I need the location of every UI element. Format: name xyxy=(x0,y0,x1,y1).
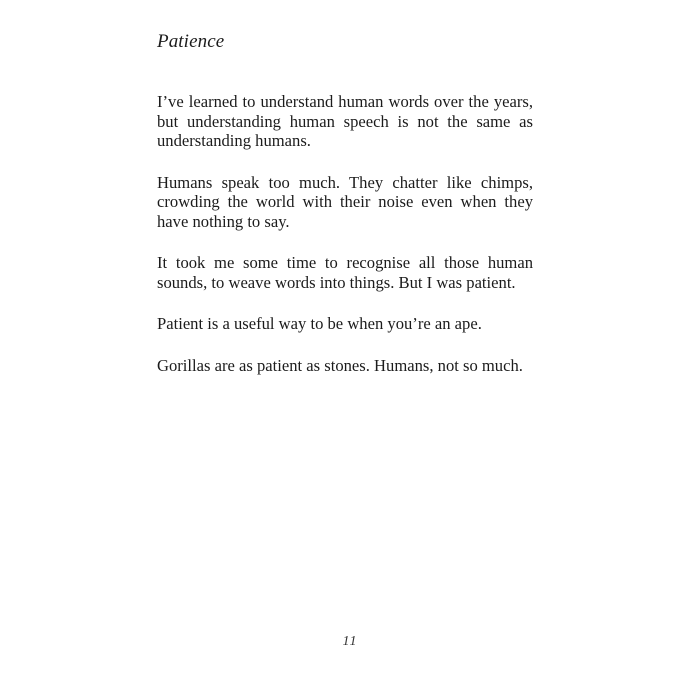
paragraph: I’ve learned to understand human words over the years, but understanding human speech is not the same as understanding humans. xyxy=(157,92,533,150)
paragraph: Gorillas are as patient as stones. Humans, not so much. xyxy=(157,355,523,375)
chapter-title: Patience xyxy=(157,31,225,52)
page-number: 11 xyxy=(342,634,358,649)
paragraph: Humans speak too much. They chatter like chimps, crowding the world with their noise even when they have nothing to say. xyxy=(157,172,533,231)
chapter-body xyxy=(157,92,533,375)
paragraph: Patient is a useful way to be when you’re an ape. xyxy=(157,314,482,333)
paragraph: It took me some time to recognise all those human sounds, to weave words into things. But I was patient. xyxy=(157,253,533,292)
